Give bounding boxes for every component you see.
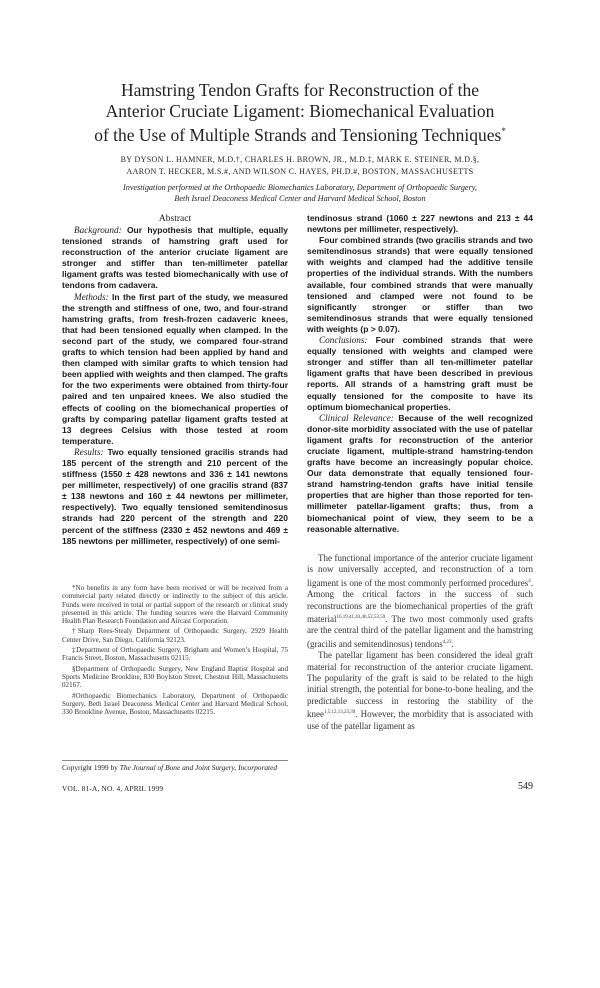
methods-text: In the first part of the study, we measured the strength and stiffness of one, two, and four-strand hamstring grafts, from fresh-frozen cadaveric knees, that had been tensioned equally when clamped. In the second part of the study, we compared four-strand grafts to which tension had been applied by hand and then clamped with similar grafts to which tension had been applied with weights and then clamped. The grafts for the two experiments were obtained from thirty-four paired and ten unpaired knees. We also studied the effects of cooling on the biomechanical properties of grafts by comparing patellar ligament grafts tested at 13 degrees Celsius with those tested at room temperature. [62, 291, 288, 446]
abstract-left-column [62, 225, 288, 547]
footnote-affiliation-2: ‡Department of Orthopaedic Surgery, Brigham and Women’s Hospital, 75 Francis Street, Boston, Massachusetts 02115. [62, 646, 288, 663]
results-text-left: Two equally tensioned gracilis strands had 185 percent of the strength and 210 percent of the stiffness (1550 ± 428 newtons and 336 ± 141 newtons per millimeter, respectively) of one gracilis strand (837 ± 138 newtons and 160 ± 44 newtons per millimeter, respectively). Two equally tensioned semitendinosus strands had 220 percent of the strength and 220 percent of the stiffness (2330 ± 452 newtons and 469 ± 185 newtons per millimeter, respectively) of one semi- [62, 446, 288, 546]
footnote-funding: *No benefits in any form have been received or will be received from a commercial party related directly or indirectly to the subject of this article. Funds were received in total or partial support of the research or clinical study presented in this article. The funding sources were the Harvard Community Health Plan Research Foundation and Aircast Corporation. [62, 584, 288, 626]
copyright-prefix: Copyright 1999 by [62, 763, 120, 772]
results-label: Results: [74, 446, 104, 457]
body-p1-b: . Among the critical factors in the success of such reconstructions are the biomechanical properties of the graft material [307, 577, 533, 625]
footnote-affiliation-4: #Orthopaedic Biomechanics Laboratory, Department of Orthopaedic Surgery, Beth Israel Deaconess Medical Center and Harvard Medical School, 330 Brookline Avenue, Boston, Massachusetts 02215. [62, 691, 288, 717]
copyright-line [62, 763, 288, 772]
abstract-heading: Abstract [158, 214, 192, 224]
title-line-3-text: of the Use of Multiple Strands and Tensioning Techniques [94, 124, 502, 145]
article-title [40, 80, 560, 145]
methods-label: Methods: [74, 291, 109, 302]
page-number: 549 [518, 781, 533, 792]
abstract-right-column [307, 213, 533, 535]
conclusions-text: Four combined strands that were equally tensioned with weights and clamped were stronger and stiffer than all ten-millimeter patellar ligament grafts that have been described in previous reports. All strands of a hamstring graft must be equally tensioned for the composite to have its optimum biomechanical properties. [307, 335, 533, 412]
abstract-results-paragraph-2: Four combined strands (two gracilis strands and two semitendinosus strands) that were equally tensioned with weights and clamped had the additive tensile properties of the individual strands. With the numbers available, four combined strands that were manually tensioned and clamped were not found to be significantly stronger or stiffer than two semitendinosus strands that were equally tensioned with weights (p > 0.07). [307, 235, 533, 334]
body-p1-c: . The two most commonly used grafts are the central third of the patellar ligament and the hamstring (gracilis and semitendinosus) tendons [307, 614, 533, 649]
title-footnote-mark: * [501, 126, 506, 136]
ref-superscript-4: 1,5,12,13,23,39 [324, 710, 356, 716]
body-paragraph-1 [307, 553, 533, 650]
background-text: Our hypothesis that multiple, equally tensioned strands of hamstring graft used for reconstruction of the anterior cruciate ligament are stronger and stiffer than ten-millimeter patellar ligament grafts was tested biomechanically with use of tendons from cadavera. [62, 225, 288, 291]
abstract-conclusions-paragraph [307, 335, 533, 413]
copyright-rule [62, 760, 288, 761]
abstract-results-paragraph [62, 447, 288, 547]
author-byline [40, 154, 560, 177]
body-p1-d: . [451, 638, 454, 649]
ref-superscript-3: 4,23 [442, 639, 452, 645]
ref-superscript-2: 16,19,41,43,46,52,53,59 [336, 615, 386, 621]
background-label: Background: [74, 225, 122, 235]
title-line-1: Hamstring Tendon Grafts for Reconstruction of the [120, 80, 480, 100]
authors-line-1: BY DYSON L. HAMNER, M.D.†, CHARLES H. BROWN, JR., M.D.‡, MARK E. STEINER, M.D.§, [120, 155, 480, 164]
relevance-label: Clinical Relevance: [319, 412, 394, 423]
body-p2-b: . However, the morbidity that is associated with use of the patellar ligament as [307, 709, 533, 731]
conclusions-label: Conclusions: [319, 335, 368, 346]
volume-info: VOL. 81-A, NO. 4, APRIL 1999 [62, 784, 164, 793]
footnote-affiliation-1: †Sharp Rees-Stealy Department of Orthopaedic Surgery, 2929 Health Center Drive, San Diego, California 92123. [62, 627, 288, 644]
title-line-2: Anterior Cruciate Ligament: Biomechanical Evaluation [105, 100, 495, 121]
abstract-methods-paragraph [62, 292, 288, 447]
body-p1-a: The functional importance of the anterior cruciate ligament is now universally accepted, and reconstruction of a torn ligament is one of the most commonly performed procedures [307, 553, 533, 588]
title-line-3 [40, 121, 560, 145]
body-p2-a: The patellar ligament has been considered the ideal graft material for reconstruction of the anterior cruciate ligament. The popularity of the graft is said to be related to the high initial strength, the potential for bone-to-bone healing, and the predictable success in restoring the stability of the knee [307, 650, 533, 720]
copyright-journal: The Journal of Bone and Joint Surgery, Incorporated [119, 763, 278, 772]
abstract-background-paragraph [62, 225, 288, 292]
body-paragraph-2 [307, 650, 533, 732]
body-text-column [307, 553, 533, 732]
ref-superscript-1: 4 [528, 578, 531, 584]
footnotes [62, 584, 288, 718]
institution-line-2: Beth Israel Deaconess Medical Center and Harvard Medical School, Boston [174, 193, 426, 203]
institution-note [40, 183, 560, 204]
footnote-affiliation-3: §Department of Orthopaedic Surgery, New England Baptist Hospital and Sports Medicine Brookline, 830 Boylston Street, Chestnut Hill, Massachusetts 02167. [62, 664, 288, 690]
abstract-results-continued: tendinosus strand (1060 ± 227 newtons and 213 ± 44 newtons per millimeter, respectively). [307, 213, 533, 235]
relevance-text: Because of the well recognized donor-site morbidity associated with the use of patellar ligament grafts for reconstruction of the anterior cruciate ligament, multiple-strand hamstring-tendon grafts have become an increasingly popular choice. Our data demonstrate that equally tensioned four-strand hamstring-tendon grafts have initial tensile properties that are higher than those reported for ten-millimeter patellar-ligament grafts; thus, from a biomechanical point of view, they seem to be a reasonable alternative. [307, 412, 534, 534]
institution-line-1: Investigation performed at the Orthopaedic Biomechanics Laboratory, Department of Orthopaedic Surgery, [123, 183, 477, 192]
abstract-relevance-paragraph [307, 413, 533, 535]
authors-line-2: AARON T. HECKER, M.S.#, AND WILSON C. HAYES, PH.D.#, BOSTON, MASSACHUSETTS [126, 166, 474, 176]
